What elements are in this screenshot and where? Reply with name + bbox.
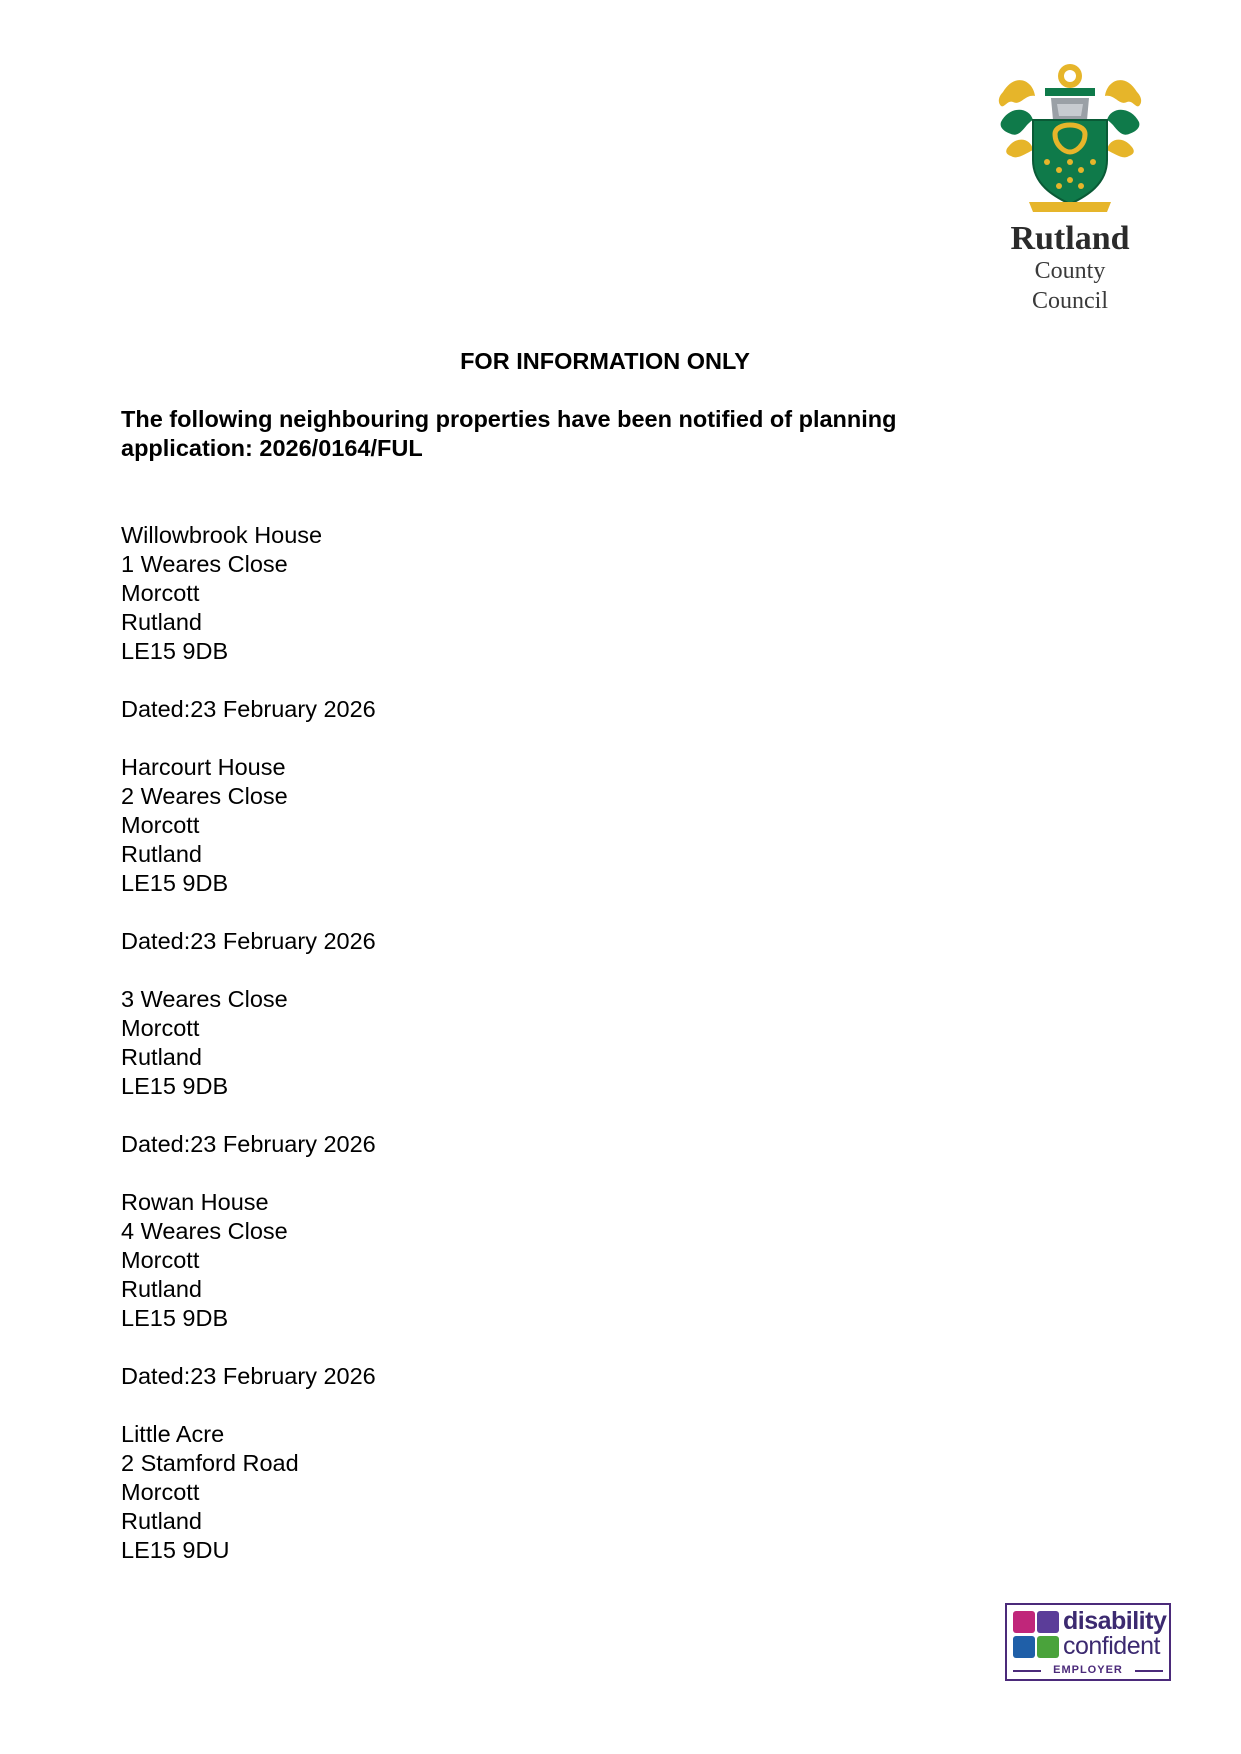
address-line: Morcott bbox=[121, 580, 200, 606]
dated-line: Dated:23 February 2026 bbox=[121, 928, 376, 954]
property-list bbox=[121, 521, 821, 1565]
badge-word-employer: EMPLOYER bbox=[1053, 1664, 1123, 1676]
address-line: Morcott bbox=[121, 812, 200, 838]
logo-subtitle: County Council bbox=[1032, 258, 1108, 314]
check-icon bbox=[1037, 1611, 1059, 1633]
address-line: Rutland bbox=[121, 1508, 202, 1534]
address-line: Rutland bbox=[121, 1044, 202, 1070]
crest-icon bbox=[995, 62, 1145, 212]
address-postcode: LE15 9DB bbox=[121, 1305, 229, 1331]
dated-line: Dated:23 February 2026 bbox=[121, 696, 376, 722]
address-line: 2 Weares Close bbox=[121, 783, 288, 809]
address-line: Morcott bbox=[121, 1479, 200, 1505]
dated-line: Dated:23 February 2026 bbox=[121, 1363, 376, 1389]
address-postcode: LE15 9DB bbox=[121, 870, 229, 896]
address-line: Harcourt House bbox=[121, 754, 286, 780]
address-line: Rutland bbox=[121, 841, 202, 867]
address-postcode: LE15 9DB bbox=[121, 638, 229, 664]
property-entry bbox=[121, 985, 821, 1159]
address-postcode: LE15 9DU bbox=[121, 1537, 230, 1563]
badge-word-disability: disability bbox=[1063, 1607, 1167, 1635]
address-line: 1 Weares Close bbox=[121, 551, 288, 577]
person-icon bbox=[1037, 1636, 1059, 1658]
lock-icon bbox=[1013, 1636, 1035, 1658]
badge-word-confident: confident bbox=[1063, 1632, 1160, 1660]
address-line: Little Acre bbox=[121, 1421, 225, 1447]
address-line: 3 Weares Close bbox=[121, 986, 288, 1012]
address-line: 2 Stamford Road bbox=[121, 1450, 299, 1476]
address-line: Rutland bbox=[121, 609, 202, 635]
document-heading: The following neighbouring properties have been notified of planning application: 2026/0164/FUL bbox=[121, 406, 897, 461]
address-line: Morcott bbox=[121, 1015, 200, 1041]
property-entry bbox=[121, 1188, 821, 1391]
logo-name: Rutland bbox=[1010, 220, 1130, 257]
address-postcode: LE15 9DB bbox=[121, 1073, 229, 1099]
address-line: 4 Weares Close bbox=[121, 1218, 288, 1244]
council-logo bbox=[995, 62, 1145, 314]
property-entry bbox=[121, 1420, 821, 1565]
dated-line: Dated:23 February 2026 bbox=[121, 1131, 376, 1157]
document-title: FOR INFORMATION ONLY bbox=[460, 348, 750, 374]
property-entry bbox=[121, 753, 821, 956]
disability-confident-badge bbox=[1005, 1603, 1171, 1681]
property-entry bbox=[121, 521, 821, 724]
address-line: Rutland bbox=[121, 1276, 202, 1302]
address-line: Rowan House bbox=[121, 1189, 269, 1215]
people-icon bbox=[1013, 1611, 1035, 1633]
address-line: Morcott bbox=[121, 1247, 200, 1273]
address-line: Willowbrook House bbox=[121, 522, 323, 548]
